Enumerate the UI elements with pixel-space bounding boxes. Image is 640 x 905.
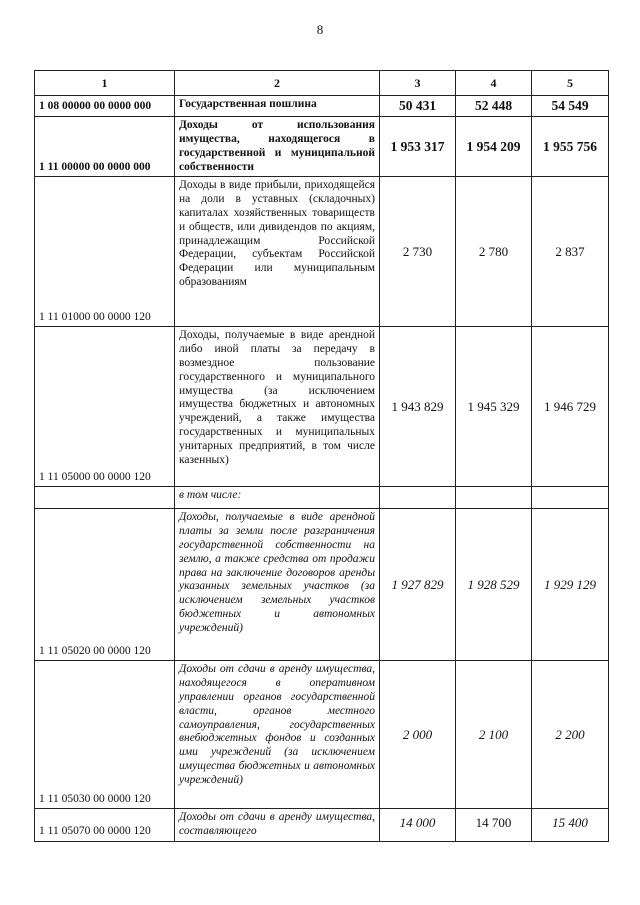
budget-code (35, 487, 175, 509)
revenue-name: Доходы от сдачи в аренду имущества, находящегося в оперативном управлении органов государственной власти, органов местного самоуправления, государственных внебюджетных фондов и созданных ими учреждений (за исключением имущества бюджетных и автономных учреждений) (175, 661, 380, 809)
value-col3: 2 000 (380, 661, 456, 809)
column-header: 4 (456, 71, 532, 96)
value-col5: 15 400 (532, 809, 609, 842)
table-row (35, 487, 609, 509)
table-row (35, 177, 609, 327)
table-row (35, 117, 609, 177)
budget-code: 1 11 05070 00 0000 120 (35, 809, 175, 842)
value-col3: 1 953 317 (380, 117, 456, 177)
value-col5: 1 955 756 (532, 117, 609, 177)
value-col4: 1 945 329 (456, 327, 532, 487)
revenue-name: Доходы в виде прибыли, приходящейся на доли в уставных (складочных) капиталах хозяйственных товариществ и обществ, или дивидендов по акциям, принадлежащим Российской Федерации, субъектам Российской Федерации или муниципальным образованиям (175, 177, 380, 327)
revenue-name: Доходы от использования имущества, находящегося в государственной и муниципальной собственности (175, 117, 380, 177)
value-col5: 2 200 (532, 661, 609, 809)
value-col5: 54 549 (532, 96, 609, 117)
value-col5: 1 946 729 (532, 327, 609, 487)
value-col4: 2 780 (456, 177, 532, 327)
value-col3: 14 000 (380, 809, 456, 842)
table-row (35, 509, 609, 661)
value-col3: 2 730 (380, 177, 456, 327)
value-col5 (532, 487, 609, 509)
revenue-name: Доходы, получаемые в виде арендной либо иной платы за передачу в возмездное пользование государственного и муниципального имущества (за исключением имущества бюджетных и автономных учреждений, а также имущества государственных и муниципальных унитарных предприятий, в том числе казенных) (175, 327, 380, 487)
revenue-name: Доходы, получаемые в виде арендной платы за земли после разграничения государственной собственности на землю, а также средства от продажи права на заключение договоров аренды указанных земельных участков (за исключением земельных участков бюджетных и автономных учреждений) (175, 509, 380, 661)
value-col4: 52 448 (456, 96, 532, 117)
value-col3: 1 943 829 (380, 327, 456, 487)
table-row (35, 327, 609, 487)
value-col3: 50 431 (380, 96, 456, 117)
budget-code: 1 11 01000 00 0000 120 (35, 177, 175, 327)
budget-revenue-table (34, 70, 609, 842)
budget-code: 1 11 05020 00 0000 120 (35, 509, 175, 661)
column-header: 5 (532, 71, 609, 96)
budget-code: 1 11 05030 00 0000 120 (35, 661, 175, 809)
revenue-name: Государственная пошлина (175, 96, 380, 117)
value-col4: 2 100 (456, 661, 532, 809)
value-col4: 1 954 209 (456, 117, 532, 177)
header-row (35, 71, 609, 96)
value-col3: 1 927 829 (380, 509, 456, 661)
budget-code: 1 11 05000 00 0000 120 (35, 327, 175, 487)
value-col5: 1 929 129 (532, 509, 609, 661)
page-number: 8 (316, 22, 324, 37)
value-col4: 14 700 (456, 809, 532, 842)
value-col4 (456, 487, 532, 509)
budget-code: 1 08 00000 00 0000 000 (35, 96, 175, 117)
value-col3 (380, 487, 456, 509)
table-row (35, 809, 609, 842)
revenue-name: Доходы от сдачи в аренду имущества, составляющего (175, 809, 380, 842)
value-col4: 1 928 529 (456, 509, 532, 661)
table-row (35, 661, 609, 809)
column-header: 2 (175, 71, 380, 96)
table-row (35, 96, 609, 117)
column-header: 3 (380, 71, 456, 96)
budget-code: 1 11 00000 00 0000 000 (35, 117, 175, 177)
column-header: 1 (35, 71, 175, 96)
value-col5: 2 837 (532, 177, 609, 327)
revenue-name: в том числе: (175, 487, 380, 509)
